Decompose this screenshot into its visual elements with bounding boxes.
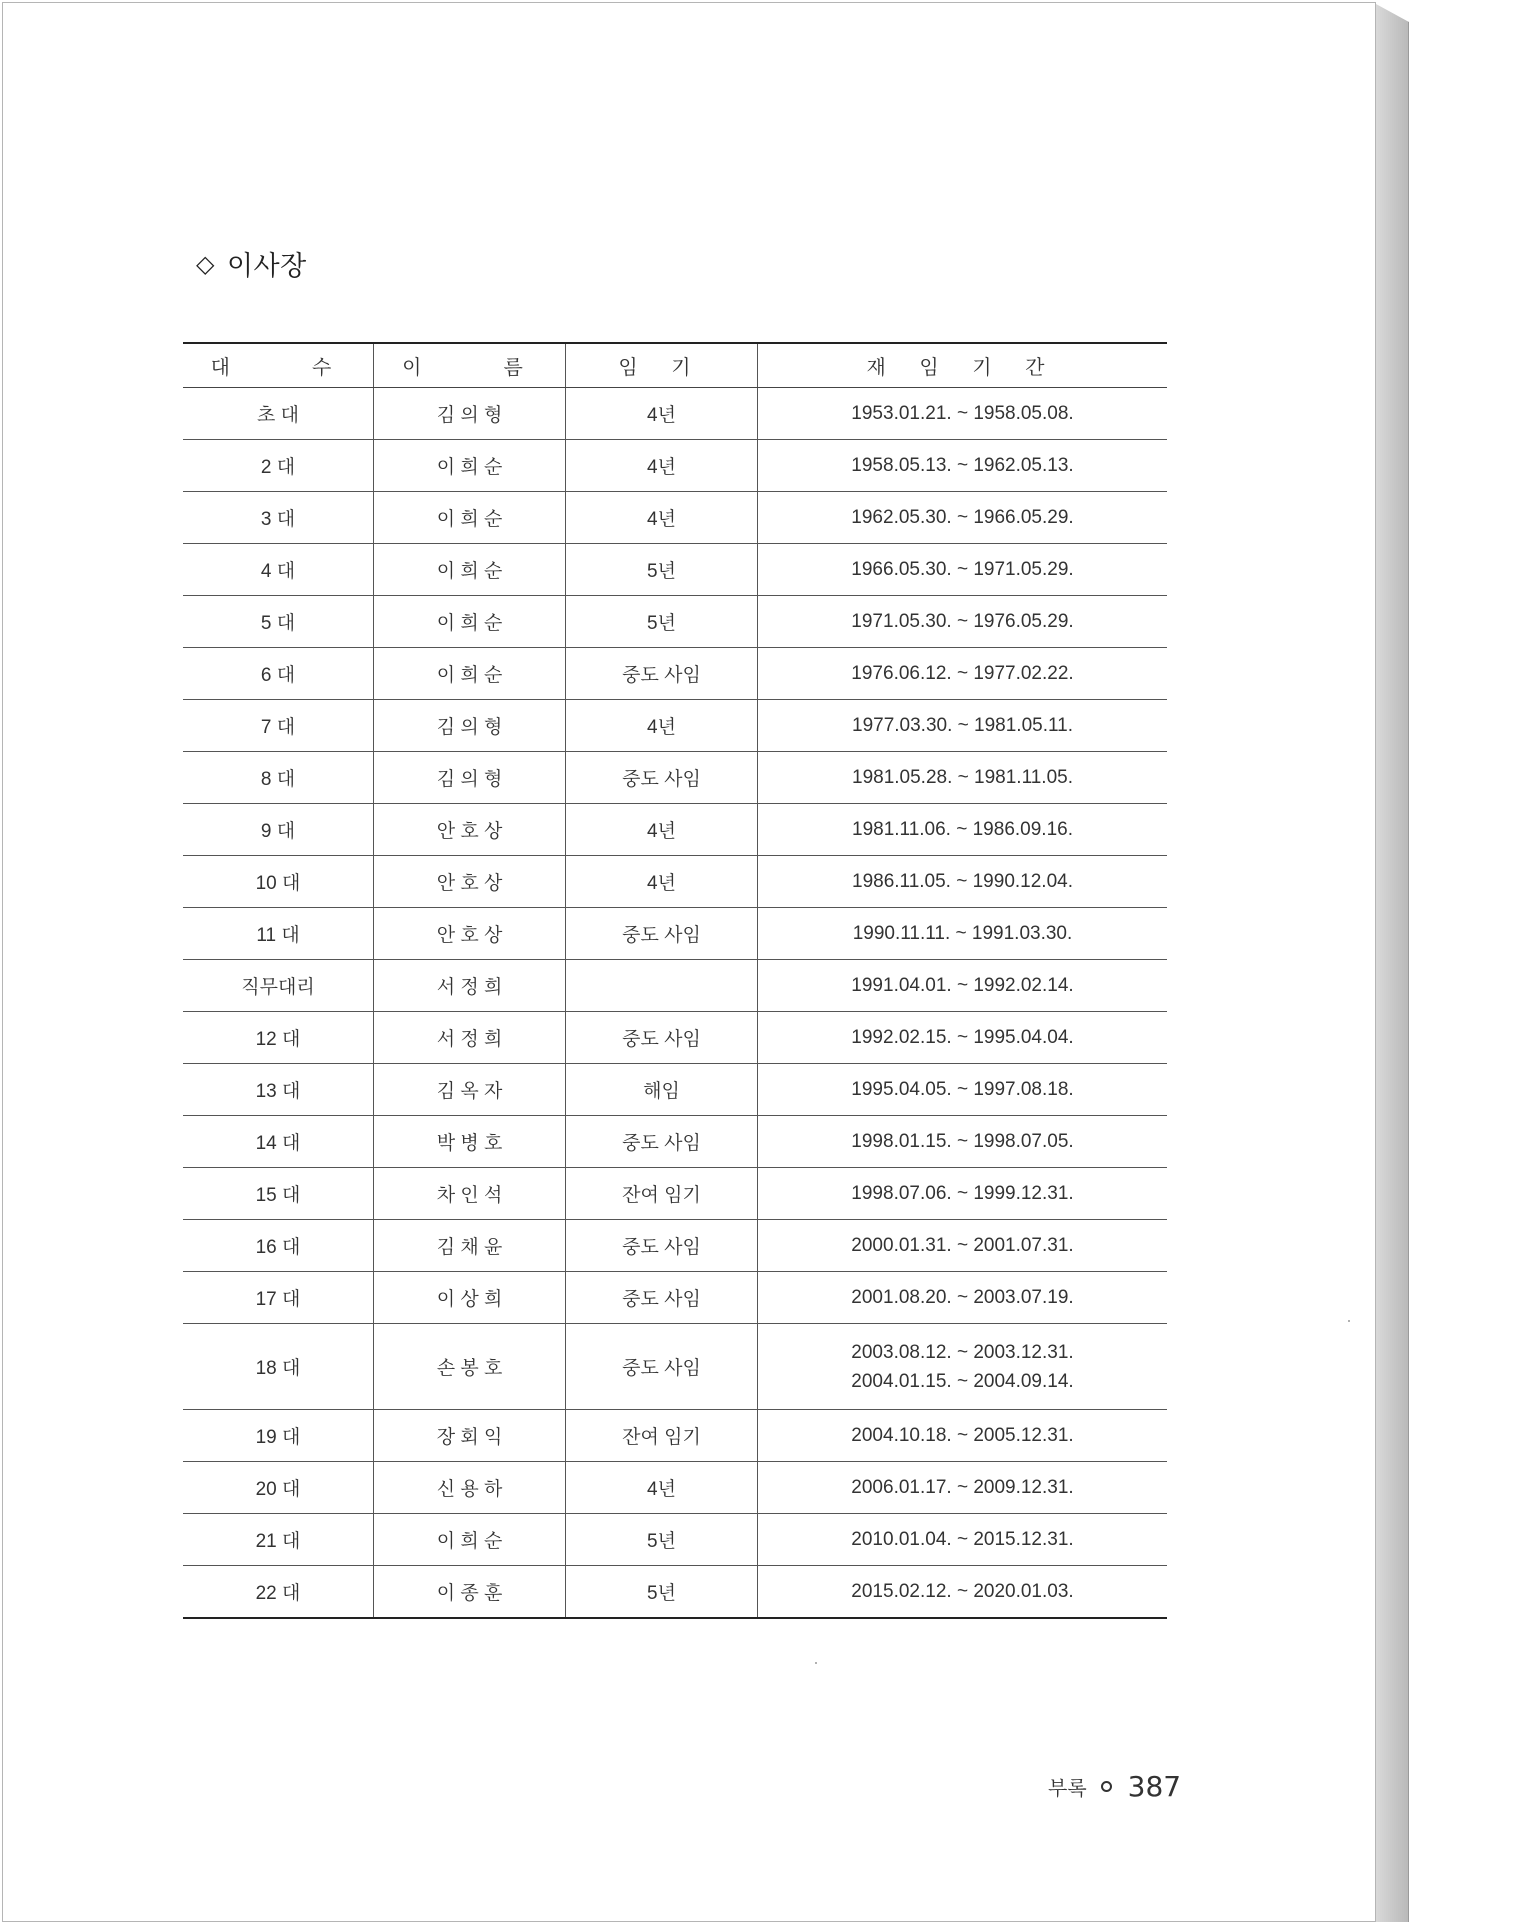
period-line: 1966.05.30. ~ 1971.05.29.	[851, 559, 1074, 580]
order-cell: 20 대	[183, 1462, 374, 1514]
period-cell	[758, 648, 1168, 700]
term-cell: 중도 사임	[566, 1272, 758, 1324]
table-row	[183, 804, 1167, 856]
header-period: 재 임 기 간	[758, 343, 1168, 388]
period-cell	[758, 1220, 1168, 1272]
order-cell: 8 대	[183, 752, 374, 804]
period-line: 1992.02.15. ~ 1995.04.04.	[851, 1027, 1074, 1048]
header-term: 임 기	[566, 343, 758, 388]
term-cell: 5년	[566, 544, 758, 596]
header-order: 대 수	[183, 343, 374, 388]
period-line: 2006.01.17. ~ 2009.12.31.	[851, 1477, 1074, 1498]
period-line: 1981.11.06. ~ 1986.09.16.	[852, 819, 1073, 840]
order-cell: 2 대	[183, 440, 374, 492]
order-cell: 초 대	[183, 388, 374, 440]
name-cell: 이 희 순	[374, 492, 566, 544]
order-cell: 11 대	[183, 908, 374, 960]
period-line: 1991.04.01. ~ 1992.02.14.	[851, 975, 1074, 996]
order-cell: 13 대	[183, 1064, 374, 1116]
period-cell	[758, 804, 1168, 856]
order-cell: 직무대리	[183, 960, 374, 1012]
name-cell: 김 채 윤	[374, 1220, 566, 1272]
term-cell: 4년	[566, 440, 758, 492]
name-cell: 안 호 상	[374, 856, 566, 908]
table-row	[183, 440, 1167, 492]
section-title	[196, 244, 307, 283]
name-cell: 이 희 순	[374, 648, 566, 700]
term-cell: 5년	[566, 1566, 758, 1619]
term-cell: 4년	[566, 804, 758, 856]
name-cell: 이 희 순	[374, 596, 566, 648]
bullet-icon	[1101, 1781, 1112, 1792]
order-cell: 15 대	[183, 1168, 374, 1220]
name-cell: 차 인 석	[374, 1168, 566, 1220]
term-cell: 4년	[566, 700, 758, 752]
table-row	[183, 388, 1167, 440]
period-line: 2015.02.12. ~ 2020.01.03.	[851, 1581, 1074, 1602]
page-footer	[1048, 1770, 1181, 1803]
chairman-table	[183, 342, 1167, 1619]
period-cell	[758, 908, 1168, 960]
term-cell: 중도 사임	[566, 908, 758, 960]
table-row	[183, 1168, 1167, 1220]
order-cell: 14 대	[183, 1116, 374, 1168]
name-cell: 김 의 형	[374, 752, 566, 804]
table-row	[183, 1566, 1167, 1619]
term-cell: 4년	[566, 388, 758, 440]
order-cell: 18 대	[183, 1324, 374, 1410]
order-cell: 17 대	[183, 1272, 374, 1324]
table-row	[183, 1116, 1167, 1168]
period-line: 2004.10.18. ~ 2005.12.31.	[851, 1425, 1074, 1446]
period-cell	[758, 752, 1168, 804]
name-cell: 서 정 희	[374, 1012, 566, 1064]
term-cell: 중도 사임	[566, 648, 758, 700]
term-cell: 잔여 임기	[566, 1168, 758, 1220]
term-cell: 중도 사임	[566, 752, 758, 804]
term-cell: 5년	[566, 1514, 758, 1566]
period-line: 2000.01.31. ~ 2001.07.31.	[851, 1235, 1074, 1256]
header-name: 이 름	[374, 343, 566, 388]
term-cell: 중도 사임	[566, 1012, 758, 1064]
order-cell: 7 대	[183, 700, 374, 752]
name-cell: 이 종 훈	[374, 1566, 566, 1619]
table-row	[183, 1012, 1167, 1064]
order-cell: 5 대	[183, 596, 374, 648]
order-cell: 9 대	[183, 804, 374, 856]
period-line: 1977.03.30. ~ 1981.05.11.	[852, 715, 1073, 736]
order-cell: 22 대	[183, 1566, 374, 1619]
term-cell: 해임	[566, 1064, 758, 1116]
scan-speck	[815, 1662, 817, 1664]
period-line: 1986.11.05. ~ 1990.12.04.	[852, 871, 1073, 892]
table-row	[183, 492, 1167, 544]
term-cell: 4년	[566, 856, 758, 908]
footer-label: 부록	[1048, 1776, 1087, 1800]
period-line: 1953.01.21. ~ 1958.05.08.	[851, 403, 1074, 424]
order-cell: 12 대	[183, 1012, 374, 1064]
name-cell: 김 의 형	[374, 700, 566, 752]
term-cell: 잔여 임기	[566, 1410, 758, 1462]
period-line: 2003.08.12. ~ 2003.12.31.	[851, 1341, 1074, 1363]
period-cell	[758, 1462, 1168, 1514]
period-cell	[758, 1064, 1168, 1116]
name-cell: 장 회 익	[374, 1410, 566, 1462]
period-cell	[758, 1324, 1168, 1410]
table-header-row	[183, 343, 1167, 388]
name-cell: 이 상 희	[374, 1272, 566, 1324]
name-cell: 서 정 희	[374, 960, 566, 1012]
period-line: 1998.01.15. ~ 1998.07.05.	[851, 1131, 1074, 1152]
name-cell: 이 희 순	[374, 1514, 566, 1566]
period-cell	[758, 856, 1168, 908]
term-cell: 4년	[566, 492, 758, 544]
name-cell: 김 옥 자	[374, 1064, 566, 1116]
period-cell	[758, 1514, 1168, 1566]
order-cell: 19 대	[183, 1410, 374, 1462]
table-row	[183, 908, 1167, 960]
page-number: 387	[1127, 1770, 1182, 1803]
order-cell: 16 대	[183, 1220, 374, 1272]
table-row	[183, 856, 1167, 908]
table-row	[183, 648, 1167, 700]
period-line: 2004.01.15. ~ 2004.09.14.	[851, 1370, 1074, 1392]
term-cell: 중도 사임	[566, 1116, 758, 1168]
period-cell	[758, 1012, 1168, 1064]
name-cell: 김 의 형	[374, 388, 566, 440]
name-cell: 박 병 호	[374, 1116, 566, 1168]
table-row	[183, 544, 1167, 596]
period-line: 1981.05.28. ~ 1981.11.05.	[852, 767, 1073, 788]
table-row	[183, 1410, 1167, 1462]
table-row	[183, 752, 1167, 804]
period-cell	[758, 1566, 1168, 1619]
period-line: 1962.05.30. ~ 1966.05.29.	[851, 507, 1074, 528]
name-cell: 이 희 순	[374, 440, 566, 492]
period-cell	[758, 1410, 1168, 1462]
period-cell	[758, 1168, 1168, 1220]
period-line: 1976.06.12. ~ 1977.02.22.	[851, 663, 1074, 684]
name-cell: 신 용 하	[374, 1462, 566, 1514]
table-row	[183, 1514, 1167, 1566]
term-cell: 4년	[566, 1462, 758, 1514]
page-stack-edge	[1376, 4, 1409, 1922]
name-cell: 안 호 상	[374, 804, 566, 856]
period-line: 2010.01.04. ~ 2015.12.31.	[851, 1529, 1074, 1550]
period-cell	[758, 492, 1168, 544]
period-line: 2001.08.20. ~ 2003.07.19.	[851, 1287, 1074, 1308]
table-row	[183, 596, 1167, 648]
term-cell	[566, 960, 758, 1012]
table-row	[183, 700, 1167, 752]
scan-speck	[1348, 1320, 1350, 1322]
order-cell: 10 대	[183, 856, 374, 908]
table-body	[183, 388, 1167, 1619]
table-row	[183, 1324, 1167, 1410]
table-row	[183, 1272, 1167, 1324]
term-cell: 5년	[566, 596, 758, 648]
period-line: 1998.07.06. ~ 1999.12.31.	[851, 1183, 1074, 1204]
period-cell	[758, 544, 1168, 596]
order-cell: 6 대	[183, 648, 374, 700]
name-cell: 이 희 순	[374, 544, 566, 596]
name-cell: 손 봉 호	[374, 1324, 566, 1410]
order-cell: 4 대	[183, 544, 374, 596]
name-cell: 안 호 상	[374, 908, 566, 960]
order-cell: 21 대	[183, 1514, 374, 1566]
table-row	[183, 1462, 1167, 1514]
table-row	[183, 960, 1167, 1012]
period-line: 1958.05.13. ~ 1962.05.13.	[851, 455, 1074, 476]
period-line: 1971.05.30. ~ 1976.05.29.	[851, 611, 1074, 632]
order-cell: 3 대	[183, 492, 374, 544]
period-line: 1990.11.11. ~ 1991.03.30.	[852, 923, 1073, 944]
section-title-text: 이사장	[226, 251, 307, 282]
period-cell	[758, 960, 1168, 1012]
period-cell	[758, 388, 1168, 440]
period-cell	[758, 1272, 1168, 1324]
term-cell: 중도 사임	[566, 1324, 758, 1410]
diamond-icon: ◇	[196, 249, 215, 278]
table-row	[183, 1064, 1167, 1116]
period-cell	[758, 440, 1168, 492]
term-cell: 중도 사임	[566, 1220, 758, 1272]
period-cell	[758, 596, 1168, 648]
period-cell	[758, 700, 1168, 752]
table-row	[183, 1220, 1167, 1272]
period-cell	[758, 1116, 1168, 1168]
period-line: 1995.04.05. ~ 1997.08.18.	[851, 1079, 1074, 1100]
